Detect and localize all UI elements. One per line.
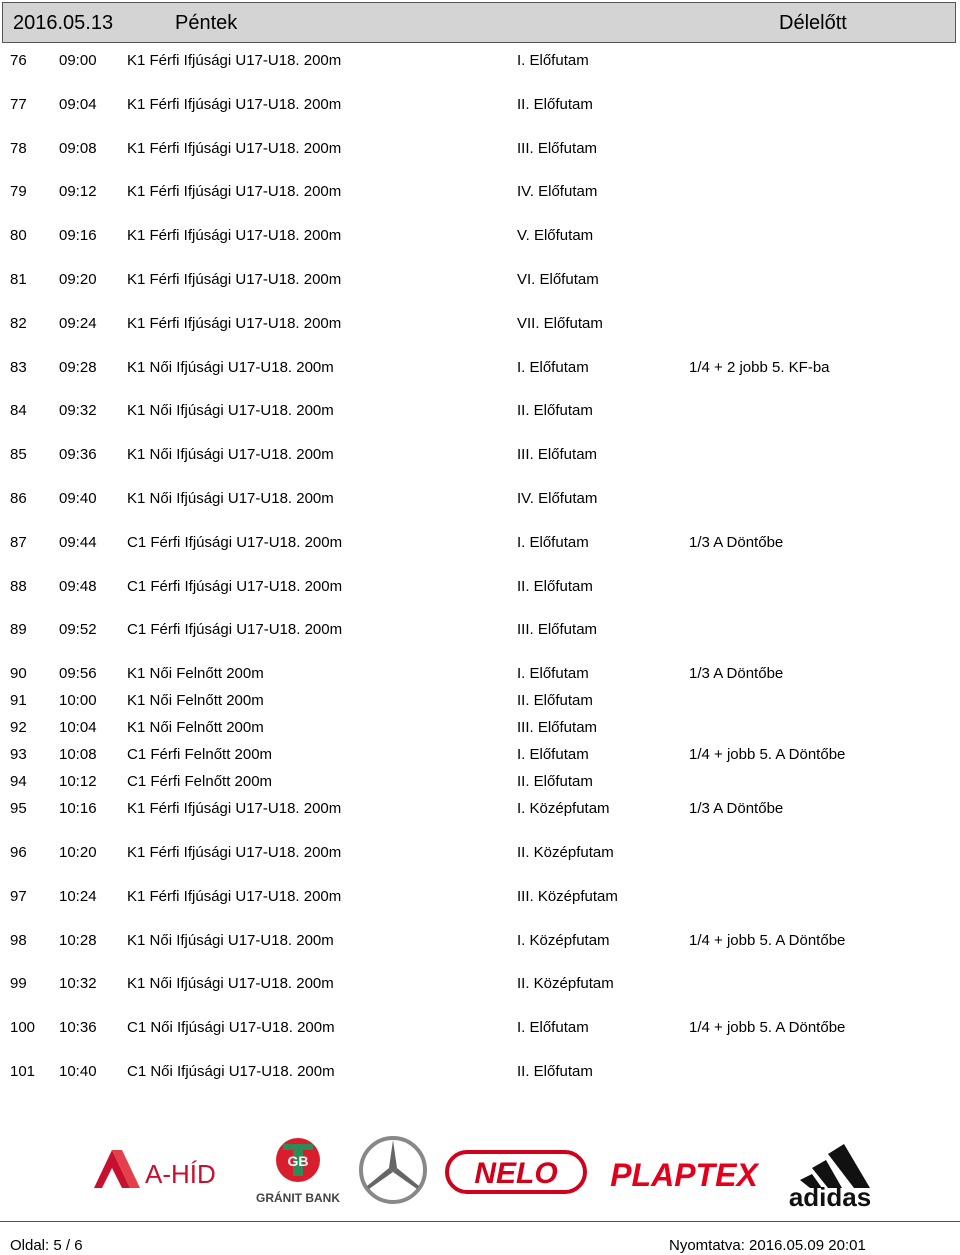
row-note: 1/4 + 2 jobb 5. KF-ba — [689, 358, 830, 376]
row-time: 10:28 — [59, 931, 97, 949]
row-number: 94 — [10, 773, 27, 791]
row-event: K1 Férfi Ifjúsági U17-U18. 200m — [127, 139, 342, 157]
footer-printed: Nyomtatva: 2016.05.09 20:01 — [669, 1237, 866, 1254]
row-round: VII. Előfutam — [517, 314, 603, 332]
row-round: I. Előfutam — [517, 533, 589, 551]
row-note: 1/3 A Döntőbe — [689, 665, 784, 683]
row-time: 10:32 — [59, 975, 97, 993]
row-time: 09:08 — [59, 139, 97, 157]
plaptex-text: PLAPTEX — [610, 1157, 758, 1193]
header-date: 2016.05.13 — [13, 12, 114, 34]
row-time: 10:12 — [59, 773, 97, 791]
row-number: 99 — [10, 975, 27, 993]
row-number: 95 — [10, 800, 27, 818]
ahid-logo — [94, 1150, 216, 1189]
row-time: 09:24 — [59, 314, 97, 332]
plaptex-logo — [610, 1157, 759, 1193]
row-time: 09:52 — [59, 621, 97, 639]
row-round: II. Előfutam — [517, 95, 593, 113]
row-note: 1/3 A Döntőbe — [689, 533, 784, 551]
row-event: K1 Férfi Ifjúsági U17-U18. 200m — [127, 314, 342, 332]
row-time: 09:36 — [59, 446, 97, 464]
row-number: 86 — [10, 490, 27, 507]
row-number: 90 — [10, 665, 27, 683]
row-event: K1 Női Ifjúsági U17-U18. 200m — [127, 402, 334, 420]
row-event: K1 Férfi Ifjúsági U17-U18. 200m — [127, 844, 342, 861]
row-round: III. Előfutam — [517, 446, 598, 464]
row-number: 76 — [10, 52, 27, 69]
row-event: K1 Férfi Ifjúsági U17-U18. 200m — [127, 887, 342, 905]
adidas-logo — [789, 1144, 871, 1210]
row-time: 10:20 — [59, 844, 97, 861]
row-time: 09:16 — [59, 227, 97, 245]
row-time: 09:20 — [59, 271, 97, 288]
granit-bank-logo — [256, 1138, 340, 1205]
row-round: I. Előfutam — [517, 52, 589, 69]
row-round: I. Előfutam — [517, 665, 589, 683]
row-number: 84 — [10, 402, 27, 420]
row-number: 92 — [10, 719, 27, 737]
row-event: K1 Női Ifjúsági U17-U18. 200m — [127, 358, 334, 376]
row-time: 10:24 — [59, 887, 97, 905]
row-event: C1 Férfi Felnőtt 200m — [127, 746, 273, 764]
row-event: K1 Férfi Ifjúsági U17-U18. 200m — [127, 271, 342, 288]
row-round: II. Előfutam — [517, 1063, 593, 1080]
row-number: 77 — [10, 95, 27, 113]
row-number: 88 — [10, 577, 27, 595]
row-time: 10:40 — [59, 1063, 97, 1080]
row-time: 10:00 — [59, 692, 97, 710]
row-number: 91 — [10, 692, 27, 710]
row-time: 09:56 — [59, 665, 97, 683]
row-round: IV. Előfutam — [517, 490, 598, 507]
row-event: C1 Férfi Felnőtt 200m — [127, 773, 273, 791]
row-number: 78 — [10, 139, 27, 157]
row-note: 1/3 A Döntőbe — [689, 800, 784, 818]
svg-text:GB: GB — [287, 1153, 309, 1169]
footer-page: Oldal: 5 / 6 — [10, 1237, 83, 1254]
row-event: K1 Női Felnőtt 200m — [127, 665, 264, 683]
row-round: IV. Előfutam — [517, 183, 598, 201]
row-number: 82 — [10, 314, 27, 332]
row-round: III. Előfutam — [517, 139, 598, 157]
row-note: 1/4 + jobb 5. A Döntőbe — [689, 746, 846, 764]
row-number: 87 — [10, 533, 27, 551]
row-number: 101 — [10, 1063, 36, 1080]
row-round: II. Előfutam — [517, 773, 593, 791]
row-note: 1/4 + jobb 5. A Döntőbe — [689, 1019, 846, 1037]
row-event: K1 Női Ifjúsági U17-U18. 200m — [127, 446, 334, 464]
row-round: III. Középfutam — [517, 887, 618, 905]
row-round: II. Előfutam — [517, 577, 593, 595]
row-round: III. Előfutam — [517, 719, 598, 737]
row-time: 10:36 — [59, 1019, 97, 1037]
row-event: C1 Férfi Ifjúsági U17-U18. 200m — [127, 577, 343, 595]
row-time: 09:04 — [59, 95, 97, 113]
row-time: 09:32 — [59, 402, 97, 420]
row-time: 09:44 — [59, 533, 97, 551]
row-time: 09:00 — [59, 52, 97, 69]
row-number: 97 — [10, 887, 27, 905]
row-event: K1 Női Ifjúsági U17-U18. 200m — [127, 490, 334, 507]
row-event: C1 Férfi Ifjúsági U17-U18. 200m — [127, 621, 343, 639]
row-time: 10:16 — [59, 800, 97, 818]
row-event: K1 Női Felnőtt 200m — [127, 719, 264, 737]
row-time: 10:08 — [59, 746, 97, 764]
row-event: K1 Férfi Ifjúsági U17-U18. 200m — [127, 227, 342, 245]
row-number: 83 — [10, 358, 27, 376]
row-time: 09:12 — [59, 183, 97, 201]
row-event: C1 Női Ifjúsági U17-U18. 200m — [127, 1019, 335, 1037]
page-footer — [0, 1221, 960, 1255]
mercedes-logo — [361, 1138, 425, 1202]
row-time: 10:04 — [59, 719, 97, 737]
ahid-text: A-HÍD — [145, 1159, 216, 1189]
row-time: 09:40 — [59, 490, 97, 507]
row-event: K1 Férfi Ifjúsági U17-U18. 200m — [127, 183, 342, 201]
row-round: II. Előfutam — [517, 692, 593, 710]
row-round: I. Középfutam — [517, 800, 610, 818]
row-round: I. Előfutam — [517, 746, 589, 764]
adidas-text: adidas — [788, 1182, 872, 1210]
row-event: K1 Férfi Ifjúsági U17-U18. 200m — [127, 95, 342, 113]
row-round: III. Előfutam — [517, 621, 598, 639]
row-time: 09:28 — [59, 358, 97, 376]
sponsor-logos-svg — [0, 1130, 960, 1210]
row-number: 81 — [10, 271, 27, 288]
row-event: K1 Női Felnőtt 200m — [127, 692, 264, 710]
row-round: I. Középfutam — [517, 931, 610, 949]
row-round: II. Előfutam — [517, 402, 593, 420]
granit-bank-text: GRÁNIT BANK — [256, 1191, 340, 1205]
row-event: K1 Női Ifjúsági U17-U18. 200m — [127, 975, 334, 993]
row-event: K1 Férfi Ifjúsági U17-U18. 200m — [127, 800, 342, 818]
row-number: 96 — [10, 844, 27, 861]
row-note: 1/4 + jobb 5. A Döntőbe — [689, 931, 846, 949]
row-number: 98 — [10, 931, 27, 949]
row-number: 79 — [10, 183, 27, 201]
row-number: 100 — [10, 1019, 36, 1037]
row-round: II. Középfutam — [517, 844, 614, 861]
row-number: 93 — [10, 746, 27, 764]
row-round: I. Előfutam — [517, 1019, 589, 1037]
sponsor-logos — [0, 1130, 960, 1210]
row-number: 85 — [10, 446, 27, 464]
nelo-text: NELO — [474, 1157, 558, 1190]
row-event: C1 Férfi Ifjúsági U17-U18. 200m — [127, 533, 343, 551]
row-event: C1 Női Ifjúsági U17-U18. 200m — [127, 1063, 335, 1080]
row-time: 09:48 — [59, 577, 97, 595]
row-number: 80 — [10, 227, 27, 245]
row-event: K1 Női Ifjúsági U17-U18. 200m — [127, 931, 334, 949]
row-round: VI. Előfutam — [517, 271, 599, 288]
nelo-logo — [447, 1152, 585, 1192]
row-round: I. Előfutam — [517, 358, 589, 376]
row-event: K1 Férfi Ifjúsági U17-U18. 200m — [127, 52, 342, 69]
row-round: V. Előfutam — [517, 227, 594, 245]
row-round: II. Középfutam — [517, 975, 614, 993]
header-session: Délelőtt — [779, 12, 847, 34]
row-number: 89 — [10, 621, 27, 639]
header-day: Péntek — [175, 12, 238, 34]
